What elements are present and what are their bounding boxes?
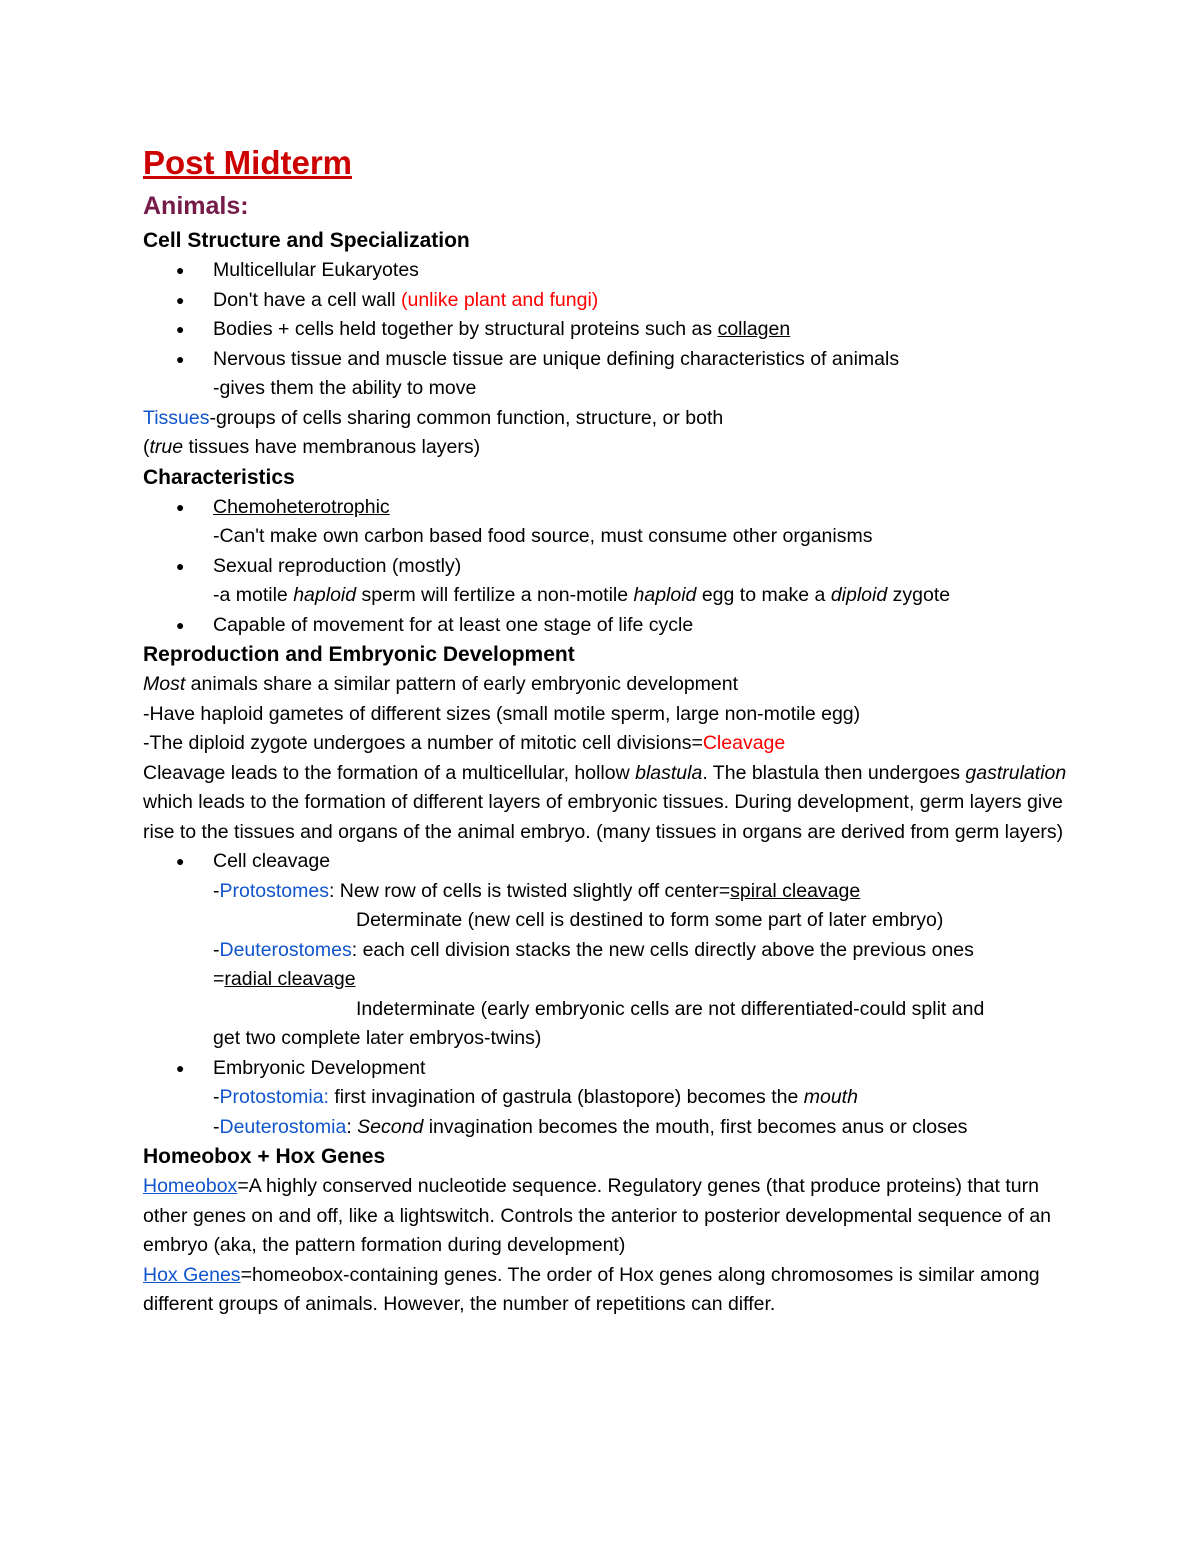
italic-text: haploid [633,584,697,606]
bullet-icon: ● [176,616,185,633]
reproduction-list [143,847,1073,877]
heading-reproduction: Reproduction and Embryonic Development [143,643,575,666]
bullet-icon: ● [176,498,185,515]
sub-note [143,877,1073,907]
bullet-icon: ● [176,262,185,278]
highlight-text: (unlike plant and fungi) [400,288,599,311]
characteristics-list-3 [143,611,1073,641]
heading-cell-structure: Cell Structure and Specialization [143,229,470,252]
bullet-icon: ● [176,321,185,337]
paragraph [143,670,1073,700]
note-text: - [213,1086,220,1108]
paragraph [143,759,1073,848]
characteristics-list [143,493,1073,523]
sub-note: -Can't make own carbon based food source, must consume other organisms [213,525,873,547]
note-text: invagination becomes the mouth, first becomes anus or closes [423,1115,968,1138]
sub-note-indented: Indeterminate (early embryonic cells are not differentiated-could split and [356,997,985,1020]
heading-characteristics: Characteristics [143,465,295,489]
italic-text: Most [143,673,186,695]
homeobox-link[interactable]: Homeobox [143,1175,238,1197]
sub-note: get two complete later embryos-twins) [213,1027,542,1049]
italic-text: haploid [293,584,357,606]
note-text: tissues have membranous layers) [183,436,481,458]
section-heading-animals: Animals: [143,192,249,220]
term-protostomes: Protostomes [219,879,329,902]
list-item-text: Capable of movement for at least one stage of life cycle [213,613,694,636]
note-text: : New row of cells is twisted slightly off center= [328,879,731,902]
italic-text: true [149,436,184,458]
paragraph-text: Cleavage leads to the formation of a multicellular, hollow [143,761,636,784]
list-item [143,286,1073,316]
sub-note: -gives them the ability to move [213,377,477,399]
heading-hox-genes: Homeobox + Hox Genes [143,1145,386,1168]
note-text: : [346,1115,358,1138]
bullet-icon: ● [176,1059,185,1076]
note-text: - [213,879,220,902]
bullet-icon: ● [176,853,185,869]
list-item-text: Bodies + cells held together by structural proteins such as [213,318,718,340]
list-item [143,256,1073,286]
true-tissues-note [143,433,1073,463]
italic-text: Second [357,1115,424,1138]
note-text: = [213,968,225,990]
cell-structure-list [143,256,1073,374]
list-item-text: Nervous tissue and muscle tissue are unique defining characteristics of animals [213,347,900,370]
bullet-icon: ● [176,291,185,308]
paragraph [143,729,1073,759]
document-page [143,140,1073,1320]
paragraph: -Have haploid gametes of different sizes (small motile sperm, large non-motile egg) [143,702,861,725]
paragraph-text: -The diploid zygote undergoes a number of mitotic cell divisions= [143,732,703,754]
note-text: -a motile [213,584,294,606]
note-text: ( [143,436,150,458]
sub-note [143,936,1073,966]
bullet-icon: ● [176,557,185,574]
bullet-icon: ● [176,350,185,367]
term-tissues: Tissues [143,406,210,429]
sub-note-indented: Determinate (new cell is destined to form some part of later embryo) [356,909,944,931]
list-item [143,315,1073,345]
sub-note [143,581,1073,611]
definition-text: =A highly conserved nucleotide sequence. Regulatory genes (that produce proteins) that turn other genes on and off, like a lightswitch. Controls the anterior to posterior developmental sequence of an embryo (aka, the pattern formation during development) [143,1175,1052,1256]
underlined-term: collagen [717,318,791,340]
list-item-text: Multicellular Eukaryotes [213,259,419,281]
list-item [143,345,1073,375]
list-item [143,493,1073,523]
note-text: : each cell division stacks the new cells directly above the previous ones [351,938,974,961]
list-item-text: Embryonic Development [213,1056,426,1079]
italic-text: diploid [830,584,888,606]
italic-text: blastula [635,761,703,784]
term-protostomia: Protostomia: [219,1086,329,1108]
sub-note [143,1083,1073,1113]
sub-note [143,1113,1073,1143]
definition-text: -groups of cells sharing common function, structure, or both [209,406,724,429]
italic-text: gastrulation [965,761,1067,784]
note-text: zygote [887,584,951,606]
characteristics-list-2 [143,552,1073,582]
note-text: - [213,938,220,961]
underlined-term: Chemoheterotrophic [213,495,390,518]
italic-text: mouth [803,1086,858,1108]
reproduction-list-2 [143,1054,1073,1084]
list-item [143,552,1073,582]
list-item [143,611,1073,641]
term-cleavage: Cleavage [702,732,786,754]
paragraph-text: animals share a similar pattern of early embryonic development [185,673,739,695]
sub-note [143,965,1073,995]
paragraph-text: which leads to the formation of different layers of embryonic tissues. During development, germ layers give rise to the tissues and organs of the animal embryo. (many tissues in organs are derived from germ layers) [143,791,1064,843]
tissues-definition [143,404,1073,434]
hox-genes-link[interactable]: Hox Genes [143,1263,241,1286]
underlined-term: radial cleavage [224,968,356,990]
paragraph-text: . The blastula then undergoes [702,761,966,784]
list-item-text: Sexual reproduction (mostly) [213,554,462,577]
list-item-text: Don't have a cell wall [213,288,401,311]
definition-text: =homeobox-containing genes. The order of Hox genes along chromosomes is similar among different groups of animals. However, the number of repetitions can differ. [143,1263,1040,1315]
paragraph [143,1261,1073,1320]
term-deuterostomia: Deuterostomia [219,1115,347,1138]
note-text: - [213,1115,220,1138]
paragraph [143,1172,1073,1261]
note-text: sperm will fertilize a non-motile [356,584,634,606]
note-text: first invagination of gastrula (blastopore) becomes the [328,1086,804,1108]
term-deuterostomes: Deuterostomes [219,938,352,961]
page-title: Post Midterm [143,144,353,181]
underlined-term: spiral cleavage [730,879,861,902]
list-item-text: Cell cleavage [213,850,331,872]
note-text: egg to make a [696,584,831,606]
list-item [143,1054,1073,1084]
list-item [143,847,1073,877]
